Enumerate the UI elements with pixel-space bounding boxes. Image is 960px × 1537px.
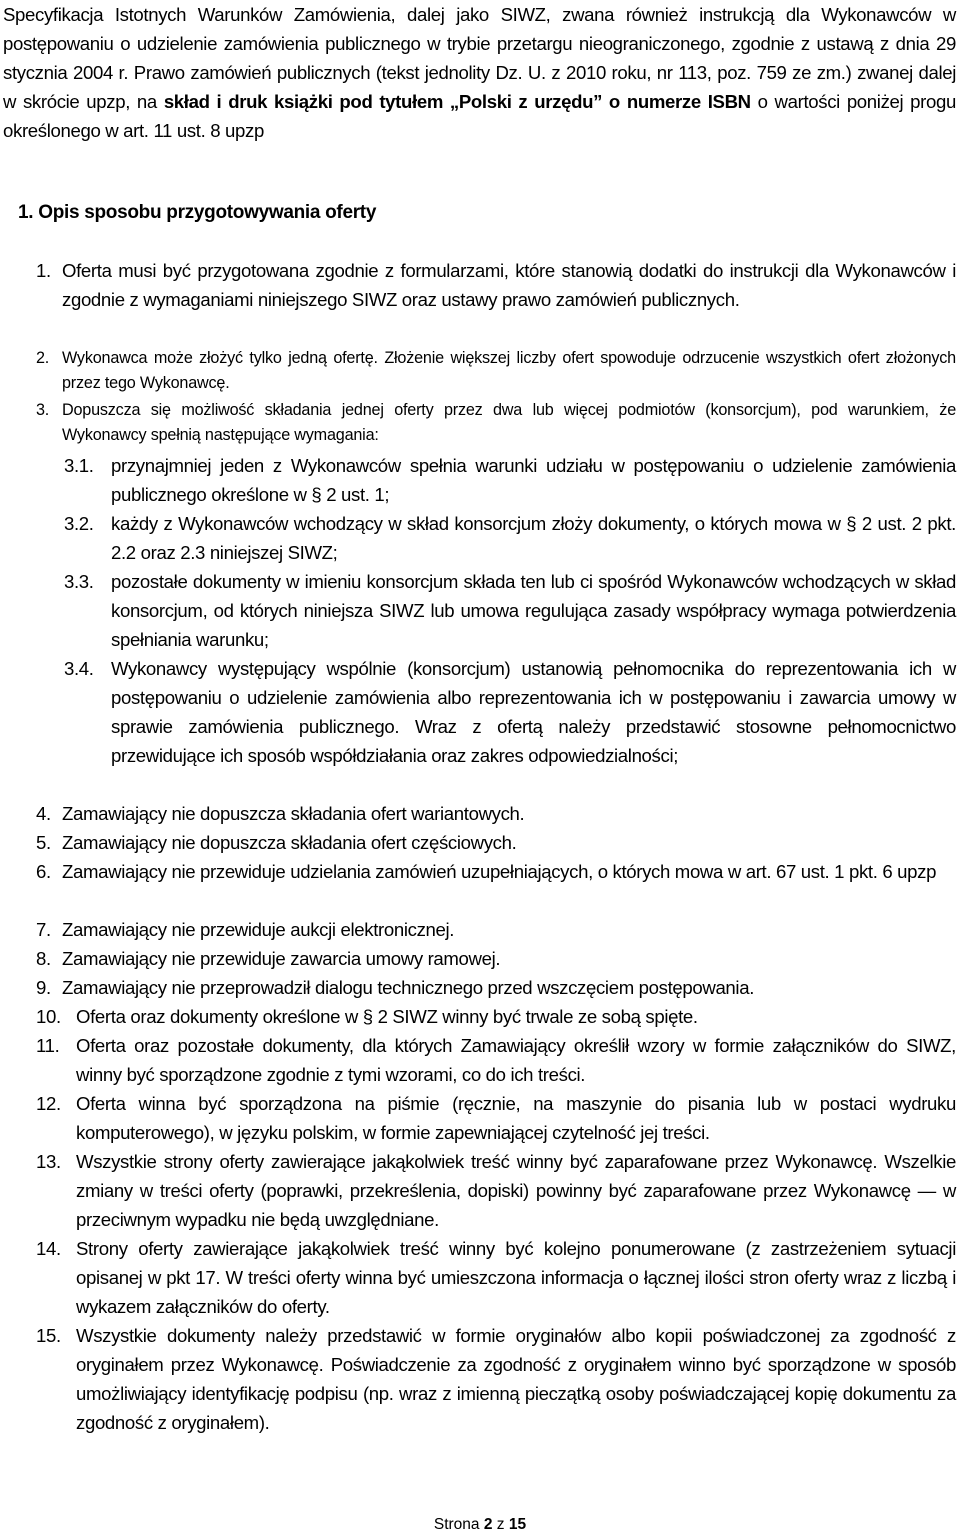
section-heading: 1. Opis sposobu przygotowywania oferty	[18, 202, 377, 223]
item-number: 6.	[36, 861, 51, 882]
list-item	[64, 567, 956, 654]
item-number: 12.	[36, 1093, 61, 1114]
page-label: Strona	[433, 1516, 480, 1533]
item-text: Oferta oraz pozostałe dokumenty, dla których Zamawiający określił wzory w formie załączników do SIWZ, winny być sporządzone zgodnie z tymi wzorami, co do ich treści.	[76, 1035, 956, 1085]
item-number: 9.	[36, 977, 51, 998]
list-item	[36, 1321, 956, 1437]
item-number: 11.	[36, 1035, 60, 1056]
intro-text-part1: Specyfikacja Istotnych Warunków Zamówienia, dalej jako SIWZ, zwana również instrukcją dla Wykonawców w postępowaniu o udzielenie zamówienia publicznego w trybie przetargu nieograniczonego, zgodnie z ustawą z dnia 29 stycznia 2004 r. Prawo zamówień publicznych (tekst jednolity Dz. U. z 2010 roku, nr 113, poz. 759 ze zm.) zwanej dalej w skrócie upzp, na	[3, 4, 956, 112]
list-item	[36, 1031, 956, 1089]
total-pages-number: 15	[508, 1516, 527, 1533]
item-text: Zamawiający nie dopuszcza składania ofert wariantowych.	[62, 803, 525, 824]
item-number: 3.3.	[64, 571, 94, 592]
item-text: Oferta musi być przygotowana zgodnie z formularzami, które stanowią dodatki do instrukcji dla Wykonawców i zgodnie z wymaganiami niniejszego SIWZ oraz ustawy prawo zamówień publicznych.	[62, 260, 956, 310]
list-item	[36, 398, 956, 448]
item-number: 7.	[36, 919, 51, 940]
current-page-number: 2	[483, 1516, 493, 1533]
list-item	[64, 654, 956, 770]
list-item	[36, 973, 956, 1002]
list-item	[36, 1002, 956, 1031]
item-text: Zamawiający nie przewiduje aukcji elektronicznej.	[62, 919, 455, 940]
item-text: Wszystkie strony oferty zawierające jakąkolwiek treść winny być zaparafowane przez Wykonawcę. Wszelkie zmiany w treści oferty (poprawki, przekreślenia, dopiski) powinny być zaparafowane przez Wykonawcę — w przeciwnym wypadku nie będą uwzględniane.	[76, 1151, 956, 1230]
item-number: 3.	[36, 401, 50, 419]
item-text: Oferta oraz dokumenty określone w § 2 SIWZ winny być trwale ze sobą spięte.	[76, 1006, 698, 1027]
item-text: Strony oferty zawierające jakąkolwiek treść winny być kolejno ponumerowane (z zastrzeżeniem sytuacji opisanej w pkt 17. W treści oferty winna być umieszczona informacja o łącznej ilości stron oferty wraz z liczbą i wykazem załączników do oferty.	[76, 1238, 956, 1317]
item-number: 10.	[36, 1006, 61, 1027]
item-number: 1.	[36, 260, 51, 281]
list-item	[36, 256, 956, 314]
page-separator: z	[496, 1516, 505, 1533]
item-text: Wykonawca może złożyć tylko jedną ofertę. Złożenie większej liczby ofert spowoduje odrzucenie wszystkich ofert złożonych przez tego Wykonawcę.	[62, 349, 956, 392]
item-number: 3.4.	[64, 658, 94, 679]
item-text: Zamawiający nie przewiduje zawarcia umowy ramowej.	[62, 948, 501, 969]
list-item	[36, 944, 956, 973]
page-footer	[0, 1515, 960, 1535]
item-number: 14.	[36, 1238, 61, 1259]
intro-text-part2: o wartości poniżej progu określonego w art. 11 ust. 8 upzp	[3, 91, 956, 141]
item-number: 5.	[36, 832, 51, 853]
item-text: Wykonawcy występujący wspólnie (konsorcjum) ustanowią pełnomocnika do reprezentowania ich w postępowaniu o udzielenie zamówienia albo reprezentowania ich w postępowaniu i zawarcia umowy w sprawie zamówienia publicznego. Wraz z ofertą należy przedstawić stosowne pełnomocnictwo przewidujące ich sposób współdziałania oraz zakres odpowiedzialności;	[111, 658, 956, 766]
list-item	[36, 346, 956, 396]
item-number: 13.	[36, 1151, 61, 1172]
item-text: Wszystkie dokumenty należy przedstawić w formie oryginałów albo kopii poświadczonej za zgodność z oryginałem przez Wykonawcę. Poświadczenie za zgodność z oryginałem winno być sporządzone w sposób umożliwiający identyfikację podpisu (np. wraz z imienną pieczątką osoby poświadczającej kopię dokumentu za zgodność z oryginałem).	[76, 1325, 956, 1433]
intro-text-bold: skład i druk książki pod tytułem „Polski z urzędu” o numerze ISBN	[163, 91, 751, 112]
list-item	[36, 1089, 956, 1147]
item-number: 15.	[36, 1325, 61, 1346]
item-text: Zamawiający nie dopuszcza składania ofert częściowych.	[62, 832, 517, 853]
list-item	[36, 828, 956, 857]
item-number: 4.	[36, 803, 51, 824]
item-number: 2.	[36, 349, 50, 367]
list-item	[64, 509, 956, 567]
item-text: Dopuszcza się możliwość składania jednej oferty przez dwa lub więcej podmiotów (konsorcjum), pod warunkiem, że Wykonawcy spełnią następujące wymagania:	[62, 401, 956, 444]
item-number: 8.	[36, 948, 51, 969]
item-text: każdy z Wykonawców wchodzący w skład konsorcjum złoży dokumenty, o których mowa w § 2 ust. 2 pkt. 2.2 oraz 2.3 niniejszej SIWZ;	[111, 513, 956, 563]
list-item	[36, 799, 956, 828]
item-text: Zamawiający nie przewiduje udzielania zamówień uzupełniających, o których mowa w art. 67 ust. 1 pkt. 6 upzp	[62, 861, 937, 882]
intro-paragraph	[3, 0, 956, 145]
list-item	[36, 1234, 956, 1321]
item-text: Zamawiający nie przeprowadził dialogu technicznego przed wszczęciem postępowania.	[62, 977, 755, 998]
item-number: 3.2.	[64, 513, 94, 534]
item-text: Oferta winna być sporządzona na piśmie (ręcznie, na maszynie do pisania lub w postaci wydruku komputerowego), w języku polskim, w formie zapewniającej czytelność jej treści.	[76, 1093, 956, 1143]
list-item	[36, 1147, 956, 1234]
list-item	[36, 915, 956, 944]
list-item	[64, 451, 956, 509]
item-number: 3.1.	[64, 455, 94, 476]
item-text: przynajmniej jeden z Wykonawców spełnia warunki udziału w postępowaniu o udzielenie zamówienia publicznego określone w § 2 ust. 1;	[111, 455, 956, 505]
list-item	[36, 857, 956, 886]
item-text: pozostałe dokumenty w imieniu konsorcjum składa ten lub ci spośród Wykonawców wchodzących w skład konsorcjum, od których niniejsza SIWZ lub umowa regulująca zasady współpracy wymaga potwierdzenia spełniania warunku;	[111, 571, 956, 650]
